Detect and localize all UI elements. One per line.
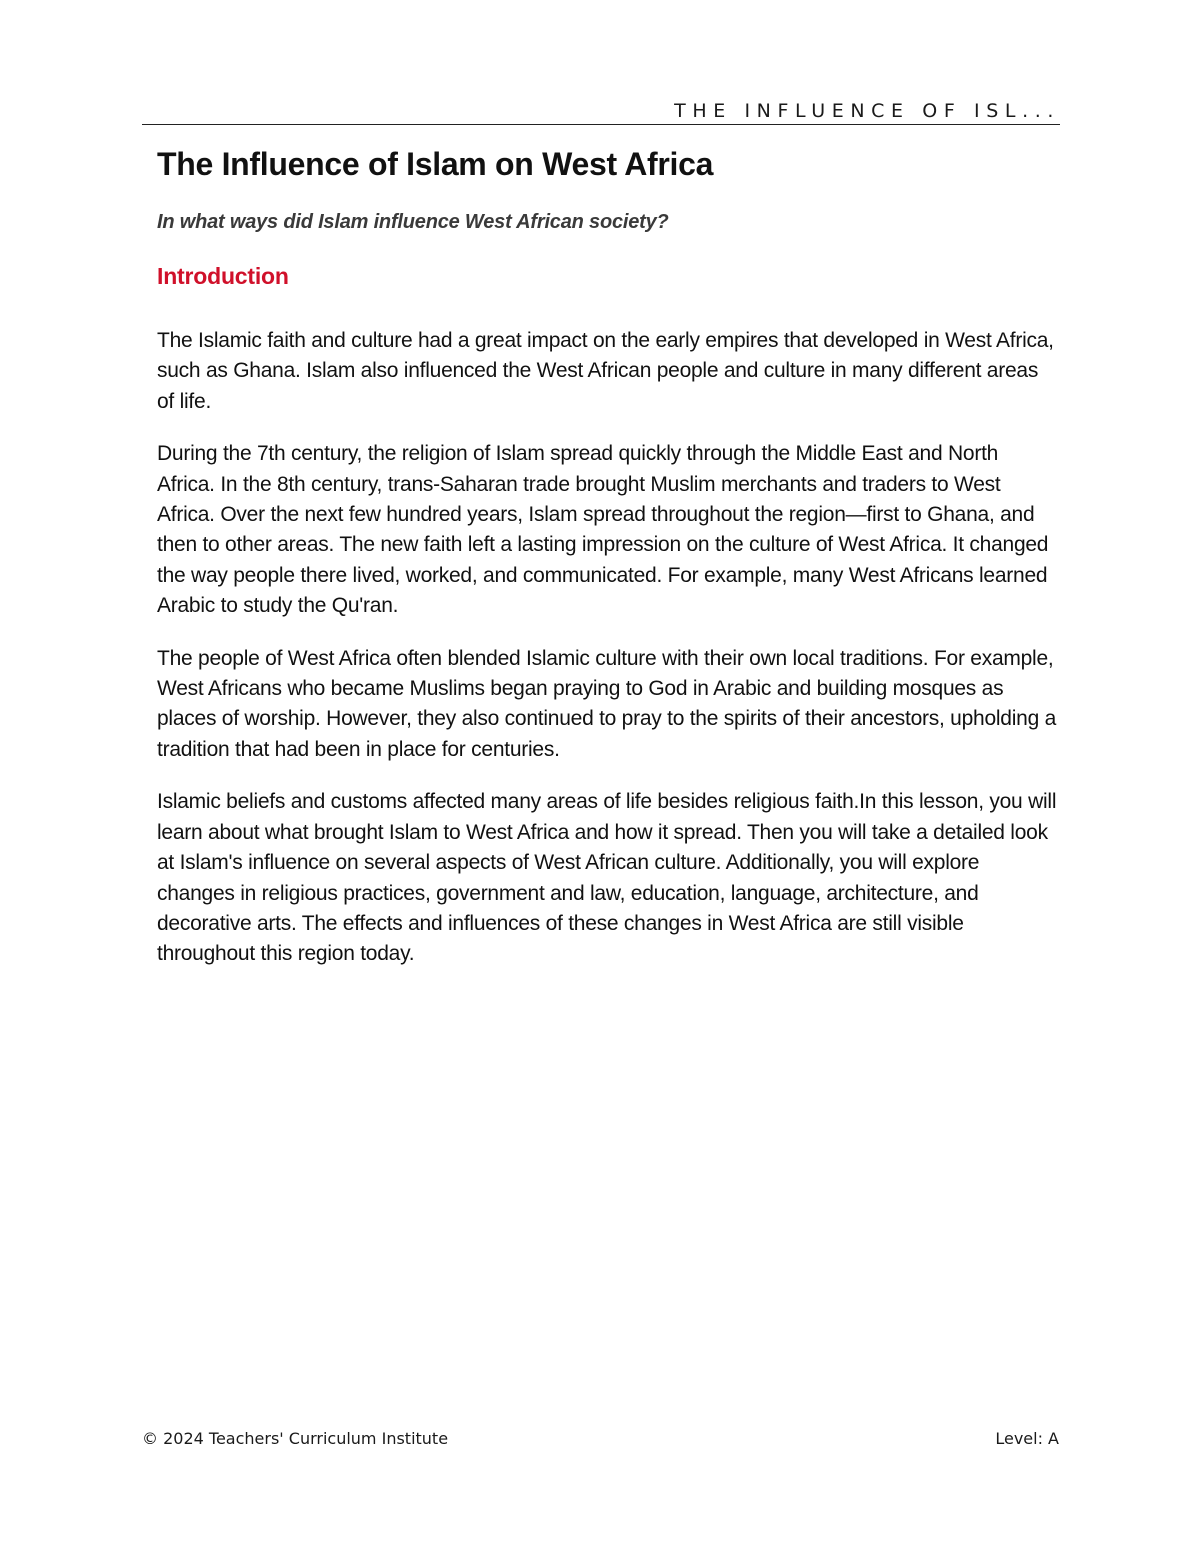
paragraph: The people of West Africa often blended Islamic culture with their own local traditions. For example, West Africans who became Muslims began praying to God in Arabic and building mosques as places of worship. However, they also continued to pray to the spirits of their ancestors, upholding a tradition that had been in place for centuries. xyxy=(157,646,1057,761)
footer-level: Level: A xyxy=(995,1429,1059,1448)
header-divider xyxy=(142,124,1060,125)
section-heading-introduction: Introduction xyxy=(157,263,289,289)
essential-question: In what ways did Islam influence West African society? xyxy=(157,211,669,233)
document-title: The Influence of Islam on West Africa xyxy=(157,146,714,182)
document-body xyxy=(157,142,1057,970)
paragraph: Islamic beliefs and customs affected many areas of life besides religious faith.In this lesson, you will learn about what brought Islam to West Africa and how it spread. Then you will take a detailed look at Islam's influence on several aspects of West African culture. Additionally, you will explore changes in religious practices, government and law, education, language, architecture, and decorative arts. The effects and influences of these changes in West Africa are still visible throughout this region today. xyxy=(157,790,1057,966)
running-header: THE INFLUENCE OF ISL... xyxy=(674,100,1060,122)
paragraph: During the 7th century, the religion of Islam spread quickly through the Middle East and North Africa. In the 8th century, trans-Saharan trade brought Muslim merchants and traders to West Africa. Over the next few hundred years, Islam spread throughout the region—first to Ghana, and then to other areas. The new faith left a lasting impression on the culture of West Africa. It changed the way people there lived, worked, and communicated. For example, many West Africans learned Arabic to study the Qu'ran. xyxy=(157,442,1049,618)
paragraph: The Islamic faith and culture had a great impact on the early empires that developed in West Africa, such as Ghana. Islam also influenced the West African people and culture in many different areas of life. xyxy=(157,329,1054,413)
footer-copyright: © 2024 Teachers' Curriculum Institute xyxy=(142,1429,449,1448)
